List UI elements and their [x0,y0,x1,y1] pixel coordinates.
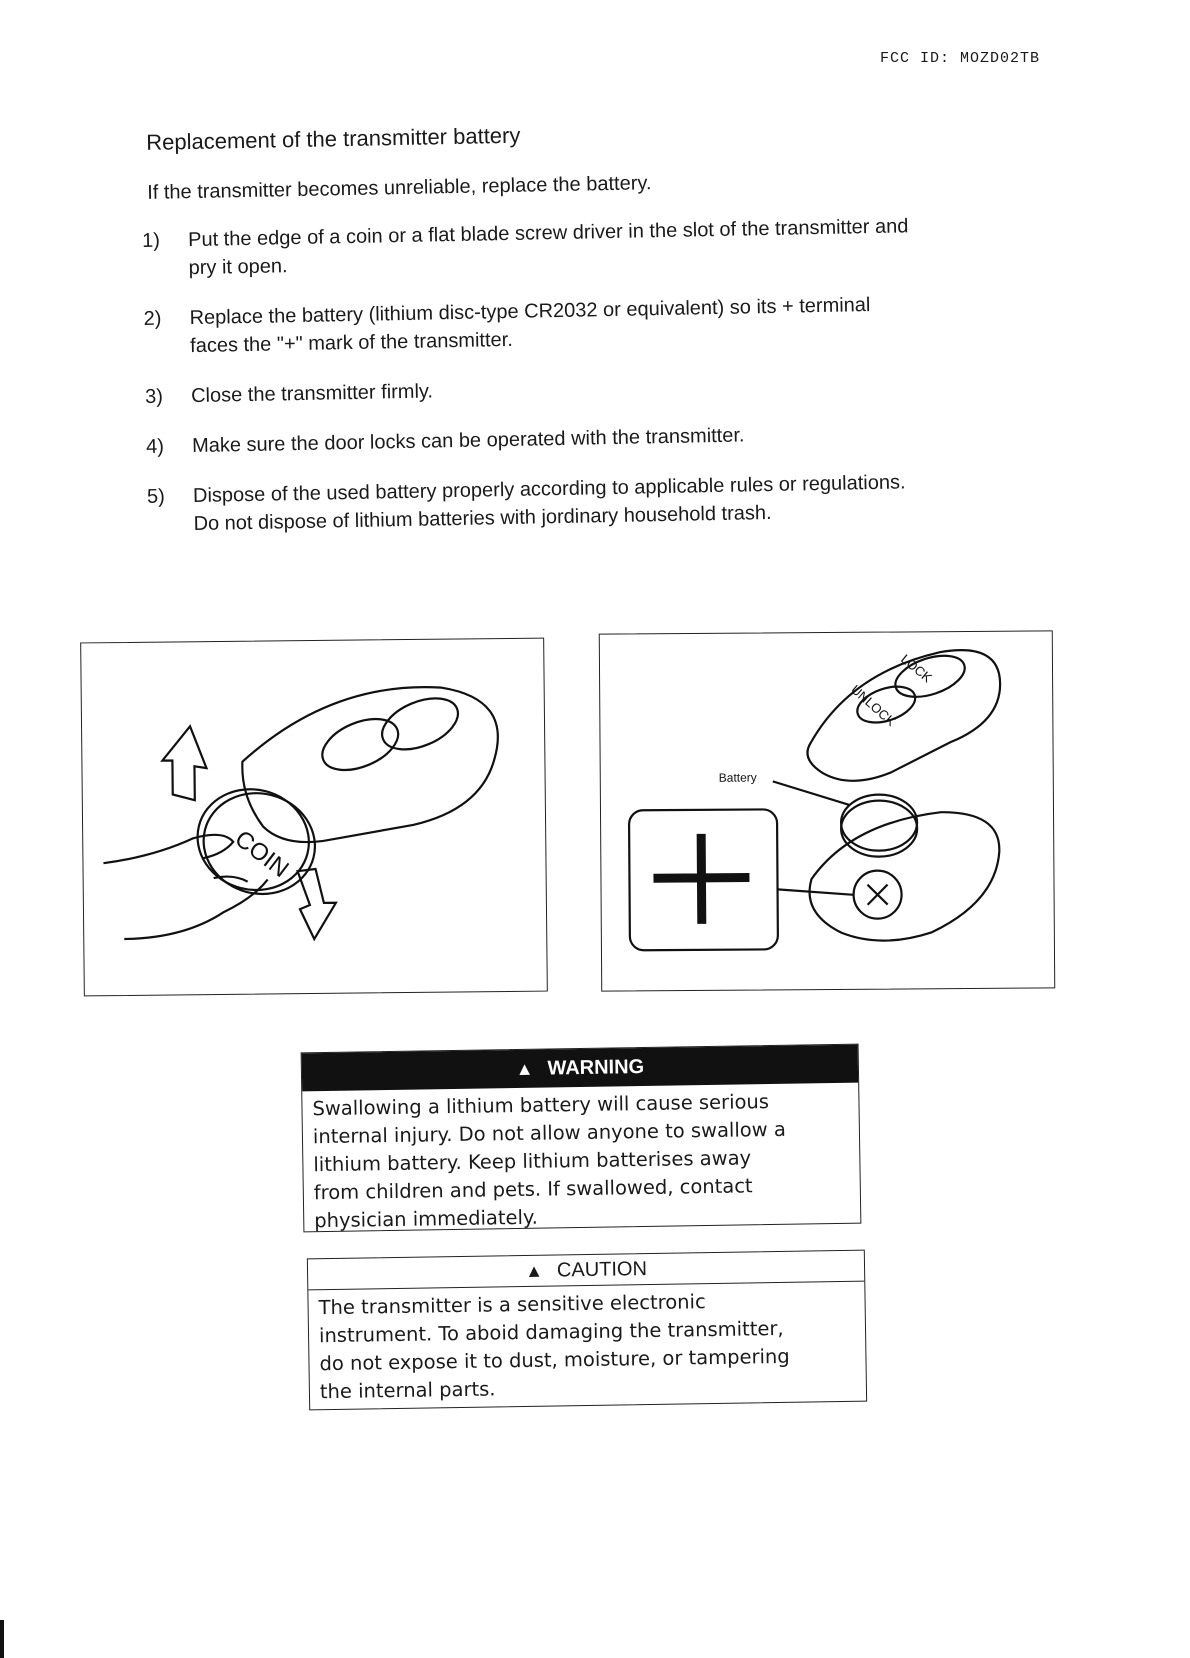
coin-pry-drawing [81,639,547,996]
battery-drawing [600,631,1054,990]
fob-button-1 [315,709,406,780]
section-title: Replacement of the transmitter battery [145,122,521,155]
step-line: Make sure the door locks can be operated with the transmitter. [191,424,745,458]
coin-label: COIN [229,825,294,884]
warning-line: physician immediately. [314,1205,539,1233]
step-line: pry it open. [188,255,288,280]
battery-top [841,794,917,851]
slot-plus-mark [868,885,888,905]
step-number: 1) [141,229,161,252]
section-intro: If the transmitter becomes unreliable, replace the battery. [146,172,652,204]
caution-line: instrument. To aboid damaging the transmitter, [318,1316,784,1348]
caution-line: the internal parts. [319,1377,496,1404]
step-item [142,210,1043,283]
warning-box [301,1044,862,1233]
step-item [147,466,1048,539]
step-line: Replace the battery (lithium disc-type CR2032 or equivalent) so its + terminal [189,294,871,330]
step-number: 4) [145,435,165,458]
step-item [145,366,1045,411]
step-number: 2) [143,307,162,330]
step-line: Do not dispose of lithium batteries with jordinary household trash. [193,501,772,536]
plus-icon [653,834,750,925]
warning-line: from children and pets. If swallowed, contact [313,1174,753,1205]
hand-knuckle [214,876,248,882]
battery-replacement-illustration [599,630,1055,991]
arrow-up-icon [162,726,207,800]
coin-pry-illustration [80,638,548,997]
fob-button-2 [375,688,466,759]
warning-line: Swallowing a lithium battery will cause serious [312,1090,770,1121]
caution-line: The transmitter is a sensitive electronic [318,1290,706,1320]
fcc-id: FCC ID: MOZD02TB [880,50,1041,67]
warning-line: internal injury. Do not allow anyone to swallow a [312,1117,786,1149]
inset-leader-line [778,889,854,896]
fob-base [809,812,1000,941]
scan-edge-mark [0,1620,4,1658]
warning-text [302,1083,860,1236]
steps-list [142,210,1048,539]
step-number: 3) [144,385,164,408]
warning-line: lithium battery. Keep lithium batterises away [313,1146,752,1177]
battery-cell [841,800,917,857]
instructions-section [140,113,1048,561]
warning-triangle-icon: ▲ [515,1058,534,1080]
lock-label: LOCK [898,651,935,686]
battery-label: Battery [718,770,757,785]
battery-leader-line [773,781,849,806]
caution-line: do not expose it to dust, moisture, or tampering [319,1344,790,1376]
caution-box [307,1250,867,1411]
caution-triangle-icon: ▲ [524,1260,544,1281]
step-number: 5) [146,485,166,508]
hand-finger [103,835,233,864]
step-line: Dispose of the used battery properly according to applicable rules or regulations. [192,471,906,508]
arrow-down-icon [298,869,337,939]
warning-title: WARNING [547,1056,645,1080]
step-line: Put the edge of a coin or a flat blade screw driver in the slot of the transmitter and [187,215,909,252]
step-item [143,288,1044,361]
step-line: Close the transmitter firmly. [190,380,434,408]
step-line: faces the "+" mark of the transmitter. [189,328,513,358]
caution-text [308,1282,866,1407]
step-item [146,416,1046,461]
unlock-label: UNLOCK [848,681,899,730]
caution-title: CAUTION [556,1258,648,1282]
